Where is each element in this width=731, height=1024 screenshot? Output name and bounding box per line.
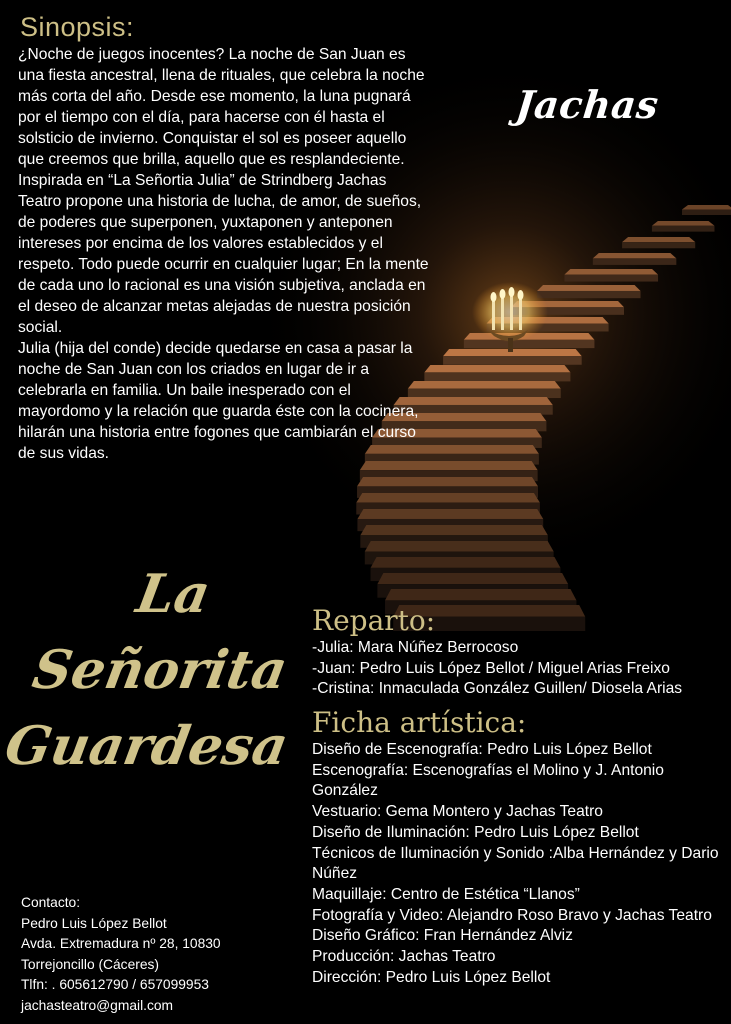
play-title-line: La Señorita: [28, 563, 292, 701]
play-title: [0, 556, 330, 784]
sinopsis-paragraph: Julia (hija del conde) decide quedarse en casa a pasar la noche de San Juan con los criados en lugar de ir a celebrarla en familia. Un baile inesperado con el mayordomo y la relación que guarda éste con la cocinera, hilarán una historia entre fogones que cambiarán el curso de sus vidas.: [18, 340, 419, 462]
company-logo-text: Jachas: [513, 82, 661, 127]
stair-step: [537, 285, 641, 291]
contact-name: Pedro Luis López Bellot: [21, 915, 167, 931]
credit-item: Vestuario: Gema Montero y Jachas Teatro: [312, 803, 603, 821]
credit-item: Diseño Gráfico: Fran Hernández Alviz: [312, 927, 573, 945]
stair-step: [357, 509, 543, 519]
reparto-heading: Reparto:: [312, 604, 436, 637]
cast-item: -Juan: Pedro Luis López Bellot / Miguel Arias Freixo: [312, 659, 670, 677]
credit-item: Escenografía: Escenografías el Molino y J. Antonio González: [312, 761, 664, 800]
stair-riser: [622, 242, 695, 248]
stair-riser: [564, 275, 658, 282]
stair-step: [365, 541, 554, 552]
stair-step: [682, 205, 731, 210]
cast-item: -Julia: Mara Núñez Berrocoso: [312, 639, 519, 656]
cast-item: -Cristina: Inmaculada González Guillen/ Diosela Arias: [312, 680, 683, 698]
credit-item: Maquillaje: Centro de Estética “Llanos”: [312, 885, 580, 903]
contact-label: Contacto:: [21, 895, 81, 910]
stair-step: [371, 557, 561, 568]
stair-riser: [464, 340, 595, 348]
stair-step: [593, 253, 677, 258]
stair-riser: [424, 372, 570, 381]
credit-item: Diseño de Iluminación: Pedro Luis López Bellot: [312, 823, 639, 841]
stair-riser: [652, 226, 715, 232]
stair-riser: [443, 356, 582, 365]
ficha-list: [312, 740, 722, 988]
contact-block: [21, 893, 281, 1017]
credit-item: Técnicos de Iluminación y Sonido :Alba Hernández y Dario Núñez: [312, 844, 719, 883]
stair-step: [360, 525, 548, 535]
stair-riser: [682, 210, 731, 216]
stair-step: [424, 365, 570, 372]
reparto-list: [312, 638, 727, 700]
stair-step: [622, 237, 695, 242]
stair-step: [652, 221, 715, 226]
play-title-line: Guardesa: [0, 715, 293, 777]
stair-step: [357, 477, 538, 486]
credit-item: Diseño de Escenografía: Pedro Luis López Bellot: [312, 741, 652, 758]
contact-phone: Tlfn: . 605612790 / 657099953: [21, 977, 209, 993]
sinopsis-text: [18, 44, 433, 464]
sinopsis-heading: Sinopsis:: [20, 12, 135, 42]
contact-email[interactable]: jachasteatro@gmail.com: [21, 997, 174, 1013]
credit-item: Dirección: Pedro Luis López Bellot: [312, 968, 551, 986]
stair-riser: [593, 258, 677, 265]
sinopsis-paragraph: ¿Noche de juegos inocentes? La noche de San Juan es una fiesta ancestral, llena de rituales, que celebra la noche más corta del año. Desde ese momento, la luna pugnará por el tiempo con el día, para hacerse con él hasta el solsticio de invierno. Conquistar el sol es poseer aquello que creemos que brilla, aquello que es resplandeciente.: [18, 46, 425, 168]
stair-step: [377, 573, 568, 584]
stair-step: [356, 493, 540, 503]
sinopsis-paragraph: Inspirada en “La Señortia Julia” de Strindberg Jachas Teatro propone una historia de lucha, de amor, de sueños, de poderes que superponen, yuxtaponen y anteponen intereses por encima de los valores establecidos y el respeto. Todo puede ocurrir en cualquier lugar; En la mente de cada uno lo racional es una visión subjetiva, anclada en el deseo de alcanzar metas alejadas de nuestra posición social.: [18, 172, 429, 336]
contact-address: Avda. Extremadura nº 28, 10830: [21, 936, 221, 952]
contact-city: Torrejoncillo (Cáceres): [21, 956, 160, 972]
stair-step: [564, 269, 658, 275]
credit-item: Fotografía y Video: Alejandro Roso Bravo y Jachas Teatro: [312, 906, 712, 924]
stair-step: [385, 589, 576, 600]
credit-item: Producción: Jachas Teatro: [312, 948, 496, 966]
ficha-heading: Ficha artística:: [312, 706, 527, 739]
stair-riser: [537, 291, 641, 298]
